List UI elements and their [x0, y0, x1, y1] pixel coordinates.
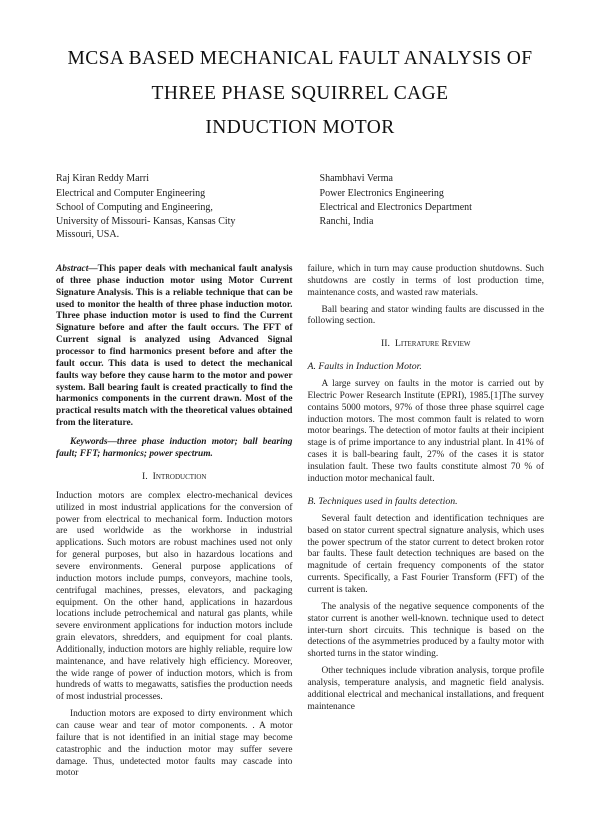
introduction-paragraph-1: Induction motors are complex electro-mechanical devices utilized in most industrial applications for the conversion of power from electrical to mechanical form. Induction motors are used worldwide as the workhorse in industrial applications. Such motors are robust machines used not only for general purposes, but also in hazardous locations and severe environments. General purpose applications of induction motors include pumps, conveyors, machine tools, centrifugal machines, presses, elevators, and packaging equipment. On the other hand, applications in hazardous locations include petrochemical and natural gas plants, while severe environment applications for induction motors include grain elevators, shredders, and equipment for coal plants. Additionally, induction motors are highly reliable, require low maintenance, and have relatively high efficiency. Moreover, the wide range of power of induction motors, which is from hundreds of watts to megawatts, satisfies the production needs of most industrial processes.: [56, 490, 293, 703]
paper-title-line3: INDUCTION MOTOR: [205, 117, 395, 139]
author-right-name: Shambhavi Verma: [319, 173, 393, 185]
author-left-affiliation-3: University of Missouri- Kansas, Kansas City: [56, 215, 236, 227]
paper-title-line2: THREE PHASE SQUIRREL CAGE: [151, 82, 449, 104]
section-1-title: Introduction: [152, 470, 207, 482]
continuation-paragraph: failure, which in turn may cause production shutdowns. Such shutdowns are costly in terms of lost production time, maintenance costs, and wasted raw materials.: [307, 264, 544, 298]
subsection-a-heading: A. Faults in Induction Motor.: [307, 360, 422, 372]
author-right-affiliation-1: Power Electronics Engineering: [319, 187, 444, 199]
subsection-b-paragraph-2: The analysis of the negative sequence components of the stator current is another well-known. technique used to detect inter-turn short circuits. This technique is based on the detections of the asymmetries produced by a faulty motor with shorted turns in the stator winding.: [307, 601, 544, 660]
abstract-label: Abstract: [56, 264, 89, 275]
subsection-b-paragraph-3: Other techniques include vibration analysis, torque profile analysis, temperature analysis, and magnetic field analysis. additional electrical and mechanical installations, and frequent maintenance: [307, 666, 544, 712]
section-heading-literature-review: [308, 338, 545, 350]
section-2-title: Literature Review: [394, 338, 471, 350]
subsection-b-heading: B. Techniques used in faults detection.: [307, 495, 458, 507]
author-right-affiliation-2: Electrical and Electronics Department: [319, 201, 472, 213]
paper-title: [56, 42, 544, 146]
author-left-affiliation-4: Missouri, USA.: [56, 229, 120, 241]
section-2-number: II.: [380, 338, 390, 350]
introduction-paragraph-2: Induction motors are exposed to dirty environment which can cause wear and tear of motor components. . A motor failure that is not identified in an initial stage may become catastrophic and the induction motor may suffer severe damage. Thus, undetected motor faults may cascade into motor: [56, 709, 293, 779]
author-left-name: Raj Kiran Reddy Marri: [56, 173, 150, 185]
author-left-affiliation-1: Electrical and Computer Engineering: [56, 187, 206, 199]
author-left: [56, 172, 280, 242]
right-column: [308, 264, 545, 785]
author-right: [320, 172, 544, 242]
section-heading-introduction: [56, 471, 293, 483]
author-left-affiliation-2: School of Computing and Engineering,: [56, 201, 213, 213]
body-columns: [56, 264, 544, 785]
subsection-a-paragraph-1: A large survey on faults in the motor is carried out by Electric Power Research Institute (EPRI), 1985.[1]The survey contains 5000 motors, 97% of those three phase squirrel cage induction motors. The most common fault is related to worn motor bearings. The detection of motor faults at their incipient stage is of prime importance to any industrial plant. In 41% of cases it is ball-bearing fault, 27% of the cases it is stator insulation fault. These two faults constitute almost 70 % of induction motor mechanical fault.: [307, 379, 544, 484]
left-column: [56, 264, 293, 785]
abstract-text: —This paper deals with mechanical fault analysis of three phase induction motor using Motor Current Signature Analysis. This is a reliable technique that can be used to monitor the health of three phase induction motor. Three phase induction motor is used to find the Current Signature before and after the fault occurs. The FFT of Current signal is analyzed using Advanced Signal processor to find harmonics present before and after the fault occur. This data is used to detect the mechanical faults way before they cause harm to the motor and power system. Ball bearing fault is created practically to find the harmonics components in the current drawn. Most of the practical results match with the theoretical values obtained from the literature.: [56, 264, 293, 429]
authors-block: [56, 172, 544, 242]
author-right-affiliation-3: Ranchi, India: [319, 215, 374, 227]
paper-title-line1: MCSA BASED MECHANICAL FAULT ANALYSIS OF: [67, 48, 533, 69]
subsection-b-paragraph-1: Several fault detection and identification techniques are based on stator current spectral signature analysis, which uses the power spectrum of the stator current to detect broken rotor bar faults. These fault detection techniques are based on the magnitude of certain frequency components of the stator currents. Specifically, a Fast Fourier Transform (FFT) of the current is taken.: [307, 513, 544, 595]
ball-bearing-paragraph: Ball bearing and stator winding faults are discussed in the following section.: [307, 304, 544, 327]
section-1-number: I.: [142, 470, 148, 482]
keywords-paragraph: Keywords—three phase induction motor; ball bearing fault; FFT; harmonics; power spectrum.: [56, 436, 293, 459]
abstract-paragraph: [56, 264, 293, 430]
